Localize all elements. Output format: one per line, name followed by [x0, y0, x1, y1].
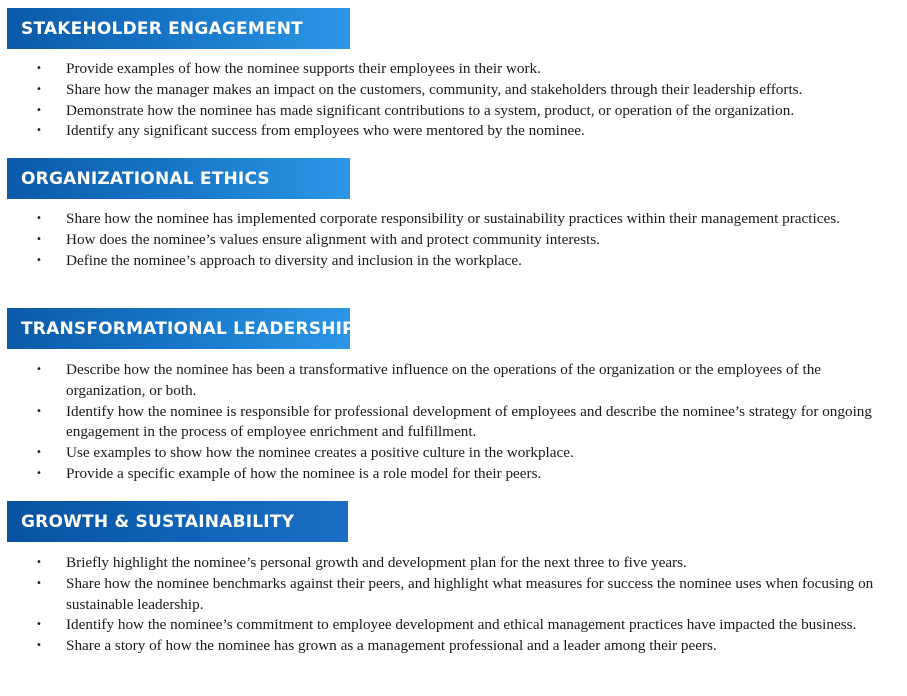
- section-title: GROWTH & SUSTAINABILITY: [21, 511, 295, 532]
- section-title: ORGANIZATIONAL ETHICS: [21, 168, 270, 189]
- list-item: [0, 121, 907, 142]
- list-item: [0, 59, 907, 80]
- list-item: [0, 464, 907, 485]
- list-item-text: Describe how the nominee has been a transformative influence on the operations of the organization or the employees of the organization, or both.: [66, 361, 822, 399]
- list-item-text: Use examples to show how the nominee creates a positive culture in the workplace.: [66, 444, 574, 462]
- list-item-text: How does the nominee’s values ensure alignment with and protect community interests.: [66, 230, 600, 248]
- list-item-text: Share how the manager makes an impact on the customers, community, and stakeholders through their leadership efforts.: [66, 80, 803, 98]
- list-item-text: Provide a specific example of how the nominee is a role model for their peers.: [66, 464, 542, 482]
- list-item: [0, 443, 907, 464]
- bullet-icon: •: [36, 104, 42, 116]
- list-item: [0, 636, 907, 657]
- section-banner: [7, 308, 355, 349]
- list-item-text: Share how the nominee benchmarks against their peers, and highlight what measures for success the nominee uses when focusing on sustainable leadership.: [66, 574, 874, 613]
- bullet-icon: •: [36, 63, 42, 74]
- section-banner: [7, 158, 350, 199]
- bullet-icon: •: [36, 233, 42, 245]
- list-item-text: Share a story of how the nominee has grown as a management professional and a leader among their peers.: [66, 637, 717, 655]
- list-item: [0, 402, 907, 444]
- list-item-text: Briefly highlight the nominee’s personal growth and development plan for the next three to five years.: [66, 554, 687, 571]
- section-title: STAKEHOLDER ENGAGEMENT: [21, 18, 303, 39]
- list-item-text: Demonstrate how the nominee has made significant contributions to a system, product, or operation of the organization.: [66, 101, 795, 119]
- list-item-text: Identify how the nominee’s commitment to employee development and ethical management practices have impacted the business.: [66, 616, 857, 634]
- bullet-icon: •: [36, 405, 42, 417]
- list-item: [0, 101, 907, 122]
- section-banner: [7, 8, 350, 49]
- list-item: [0, 209, 907, 230]
- bullet-icon: •: [36, 557, 42, 568]
- bullet-icon: •: [36, 619, 42, 631]
- bullet-icon: •: [36, 83, 42, 95]
- list-item: [0, 360, 907, 402]
- list-item-text: Share how the nominee has implemented corporate responsibility or sustainability practices within their management practices.: [66, 210, 840, 227]
- bullet-icon: •: [36, 447, 42, 459]
- list-item: [0, 80, 907, 101]
- list-item: [0, 230, 907, 251]
- list-item: [0, 574, 907, 616]
- list-item-text: Identify any significant success from employees who were mentored by the nominee.: [66, 122, 585, 140]
- bullet-list: [0, 360, 907, 485]
- bullet-icon: •: [36, 577, 42, 589]
- list-item-text: Provide examples of how the nominee supports their employees in their work.: [66, 60, 541, 77]
- bullet-icon: •: [36, 364, 42, 375]
- list-item: [0, 553, 907, 574]
- bullet-icon: •: [36, 640, 42, 652]
- list-item: [0, 251, 907, 272]
- bullet-list: [0, 59, 907, 142]
- bullet-icon: •: [36, 467, 42, 479]
- section-banner: [7, 501, 348, 542]
- list-item-text: Identify how the nominee is responsible for professional development of employees and describe the nominee’s strategy for ongoing engagement in the process of employee enrichment and fulfillment.: [66, 402, 872, 441]
- bullet-icon: •: [36, 125, 42, 137]
- section-title: TRANSFORMATIONAL LEADERSHIP: [21, 318, 355, 339]
- list-item: [0, 615, 907, 636]
- bullet-list: [0, 209, 907, 271]
- bullet-icon: •: [36, 254, 42, 266]
- bullet-list: [0, 553, 907, 657]
- list-item-text: Define the nominee’s approach to diversity and inclusion in the workplace.: [66, 251, 522, 269]
- bullet-icon: •: [36, 213, 42, 224]
